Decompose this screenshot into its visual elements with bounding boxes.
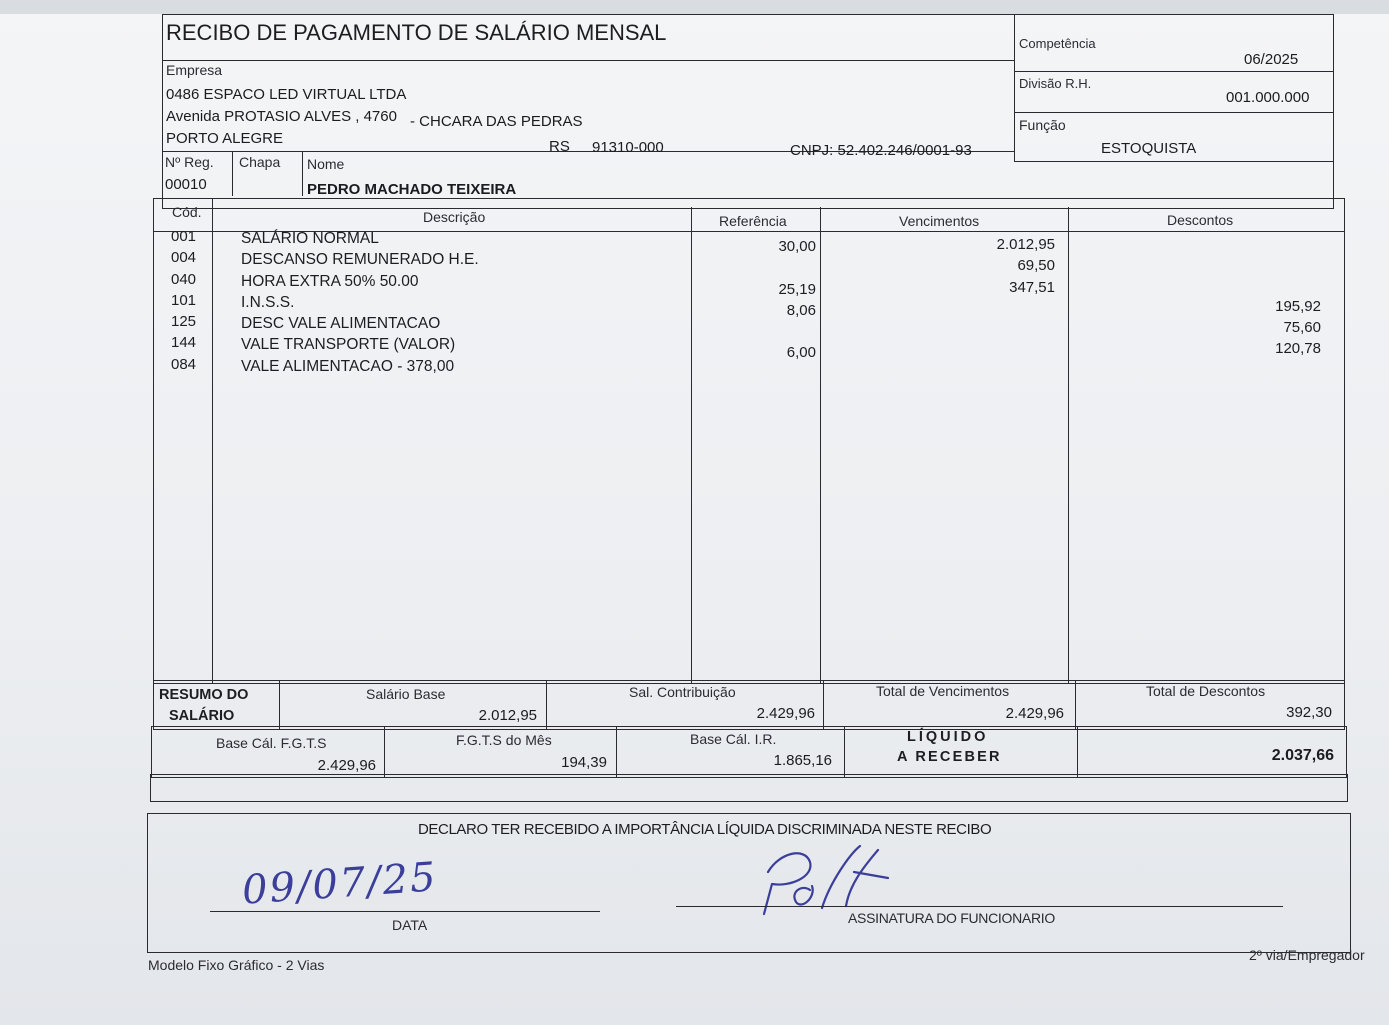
empresa-bairro: - CHCARA DAS PEDRAS	[410, 113, 583, 130]
empresa-cep: 91310-000	[592, 139, 664, 156]
item-vencimento	[830, 362, 1055, 383]
liquido-label-2: A RECEBER	[897, 749, 1002, 765]
total-vencimentos-label: Total de Vencimentos	[876, 683, 1010, 699]
item-vencimento: 347,51	[1009, 278, 1055, 296]
resumo-divider-3	[823, 680, 824, 730]
item-vencimento: 2.012,95	[996, 236, 1055, 253]
paper-top-edge	[0, 0, 1389, 14]
salario-base-label: Salário Base	[366, 686, 446, 702]
item-desconto: 120,78	[1275, 340, 1321, 358]
competencia-divider	[1014, 71, 1334, 72]
col-header-descricao: Descrição	[423, 209, 486, 225]
handwritten-date: 09/07/25	[240, 854, 440, 914]
modelo-footer: Modelo Fixo Gráfico - 2 Vias	[148, 957, 325, 973]
empresa-uf: RS	[549, 138, 570, 155]
divisao-value: 001.000.000	[1226, 89, 1310, 106]
divisao-label: Divisão R.H.	[1019, 76, 1092, 91]
fgts-mes-label: F.G.T.S do Mês	[456, 732, 552, 748]
item-referencia	[700, 364, 816, 385]
sal-contribuicao-label: Sal. Contribuição	[629, 684, 736, 700]
chapa-divider	[302, 151, 303, 196]
item-cod: 040	[171, 270, 197, 288]
vencimentos-column	[830, 234, 1055, 383]
salario-base-value: 2.012,95	[478, 707, 537, 724]
item-referencia: 30,00	[778, 238, 816, 255]
cod-col-divider	[212, 198, 213, 684]
item-referencia	[700, 321, 816, 342]
item-vencimento	[830, 319, 1055, 340]
item-referencia: 6,00	[786, 344, 816, 362]
item-desconto	[1080, 275, 1321, 296]
funcao-value: ESTOQUISTA	[1101, 140, 1197, 157]
funcao-divider	[1014, 161, 1334, 162]
ir-base-value: 1.865,16	[773, 752, 832, 769]
fgts-mes-value: 194,39	[561, 754, 607, 771]
col-header-vencimentos: Vencimentos	[899, 213, 980, 229]
declaracao-text: DECLARO TER RECEBIDO A IMPORTÂNCIA LÍQUIDA DISCRIMINADA NESTE RECIBO	[418, 821, 992, 838]
item-cod: 001	[171, 228, 197, 245]
reg-divider	[232, 151, 233, 196]
data-label: DATA	[392, 917, 428, 933]
item-cod: 004	[171, 249, 197, 267]
fgts-base-label: Base Cál. F.G.T.S	[216, 735, 327, 751]
resumo-label-2: SALÁRIO	[169, 708, 235, 724]
item-cod: 084	[171, 355, 197, 373]
item-descricao: DESCANSO REMUNERADO H.E.	[241, 251, 479, 269]
employee-name: PEDRO MACHADO TEIXEIRA	[307, 181, 517, 198]
via-footer: 2º via/Empregador	[1249, 947, 1365, 963]
item-desconto: 75,60	[1283, 319, 1321, 337]
col-header-referencia: Referência	[719, 213, 787, 229]
item-desconto	[1080, 232, 1321, 253]
item-referencia	[700, 257, 816, 278]
liquido-label-1: LÍQUIDO	[907, 729, 989, 745]
referencia-column	[700, 236, 816, 385]
descontos-column	[1080, 232, 1321, 381]
item-descricao: VALE TRANSPORTE (VALOR)	[241, 336, 456, 354]
item-desconto	[1080, 360, 1321, 381]
bases-divider-3	[844, 726, 845, 778]
item-descricao: HORA EXTRA 50% 50.00	[241, 272, 419, 290]
resumo-divider-4	[1075, 680, 1076, 730]
item-descricao: SALÁRIO NORMAL	[241, 230, 379, 247]
ref-col-divider	[820, 207, 821, 684]
ir-base-label: Base Cál. I.R.	[690, 731, 777, 747]
sal-contribuicao-value: 2.429,96	[756, 705, 815, 722]
fgts-base-value: 2.429,96	[317, 757, 376, 774]
item-descricao: DESC VALE ALIMENTACAO	[241, 315, 441, 333]
empresa-cnpj: CNPJ: 52.402.246/0001-93	[790, 142, 972, 159]
col-header-cod: Cód.	[172, 204, 202, 220]
total-descontos-value: 392,30	[1286, 704, 1332, 721]
competencia-value: 06/2025	[1244, 51, 1299, 68]
item-vencimento: 69,50	[1017, 257, 1055, 275]
empresa-cidade: PORTO ALEGRE	[166, 130, 283, 147]
item-descricao: I.N.S.S.	[241, 293, 295, 311]
data-signature-line	[210, 911, 600, 912]
item-vencimento	[830, 340, 1055, 361]
total-descontos-label: Total de Descontos	[1146, 683, 1266, 699]
item-desconto	[1080, 253, 1321, 274]
reg-label: Nº Reg.	[165, 154, 214, 170]
blank-strip	[150, 774, 1348, 802]
divisao-divider	[1014, 112, 1334, 113]
item-referencia: 25,19	[778, 280, 816, 298]
empresa-endereco: Avenida PROTASIO ALVES , 4760	[166, 108, 397, 125]
chapa-label: Chapa	[239, 154, 281, 170]
assinatura-line	[676, 906, 1283, 907]
item-referencia: 8,06	[786, 301, 816, 319]
bases-divider-4	[1077, 726, 1078, 778]
cod-column	[171, 226, 211, 375]
item-cod: 101	[171, 291, 197, 309]
competencia-label: Competência	[1019, 36, 1096, 51]
title-underline	[162, 60, 1014, 61]
liquido-value: 2.037,66	[1271, 747, 1334, 764]
total-vencimentos-value: 2.429,96	[1005, 705, 1064, 722]
item-vencimento	[830, 298, 1055, 319]
bases-divider-2	[616, 726, 617, 778]
item-desconto: 195,92	[1275, 297, 1321, 315]
header-right-divider	[1014, 14, 1015, 162]
bases-divider-1	[384, 726, 385, 778]
reg-value: 00010	[165, 176, 207, 193]
resumo-divider-2	[546, 680, 547, 730]
venc-col-divider	[1068, 207, 1069, 684]
resumo-divider-1	[279, 680, 280, 730]
col-header-descontos: Descontos	[1167, 212, 1234, 228]
item-cod: 125	[171, 313, 197, 331]
empresa-label: Empresa	[166, 62, 223, 78]
empresa-nome: 0486 ESPACO LED VIRTUAL LTDA	[166, 86, 407, 103]
nome-label: Nome	[307, 156, 345, 172]
assinatura-label: ASSINATURA DO FUNCIONARIO	[848, 910, 1055, 926]
desc-col-divider	[691, 207, 692, 684]
item-cod: 144	[171, 334, 197, 352]
resumo-label-1: RESUMO DO	[159, 687, 249, 703]
descricao-column	[241, 228, 681, 377]
page-title: RECIBO DE PAGAMENTO DE SALÁRIO MENSAL	[166, 20, 667, 45]
funcao-label: Função	[1019, 117, 1066, 133]
item-descricao: VALE ALIMENTACAO - 378,00	[241, 357, 455, 375]
